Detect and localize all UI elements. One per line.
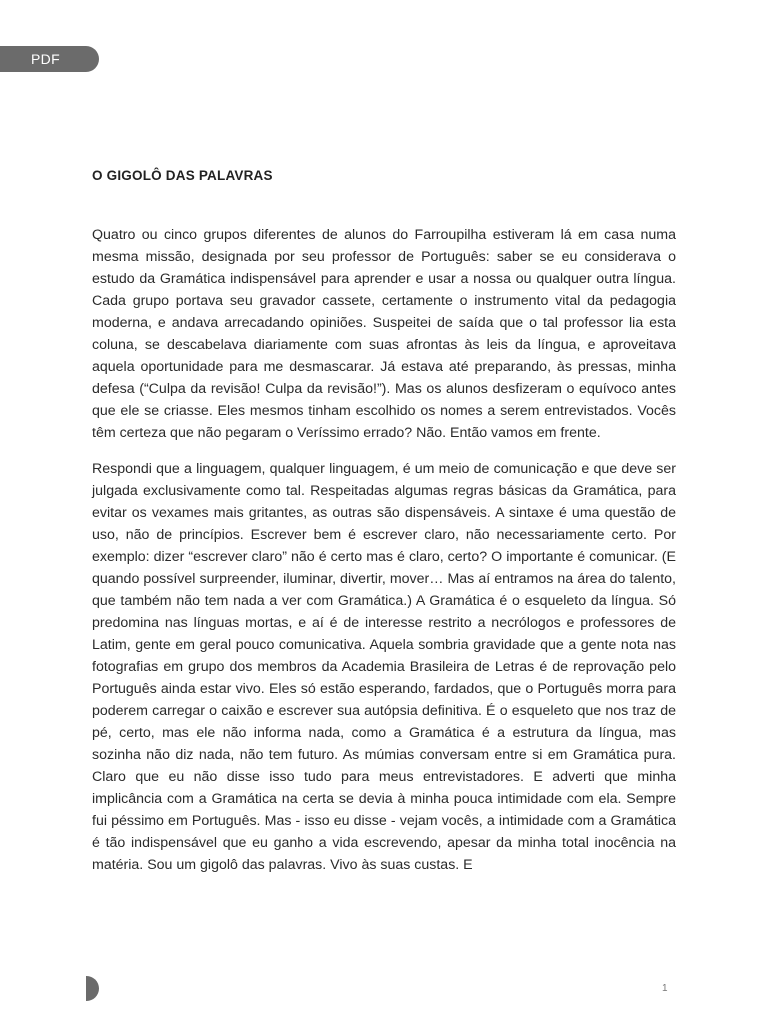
page-marker-tab xyxy=(86,976,99,1001)
paragraph-1: Quatro ou cinco grupos diferentes de alunos do Farroupilha estiveram lá em casa numa mesma missão, designada por seu professor de Português: saber se eu considerava o estudo da Gramática indispensável para aprender e usar a nossa ou qualquer outra língua. Cada grupo portava seu gravador cassete, certamente o instrumento vital da pedagogia moderna, e andava arrecadando opiniões. Suspeitei de saída que o tal professor lia esta coluna, se descabelava diariamente com suas afrontas às leis da língua, e aproveitava aquela oportunidade para me desmascarar. Já estava até preparando, às pressas, minha defesa (“Culpa da revisão! Culpa da revisão!”). Mas os alunos desfizeram o equívoco antes que ele se criasse. Eles mesmos tinham escolhido os nomes a serem entrevistados. Vocês têm certeza que não pegaram o Veríssimo errado? Não. Então vamos em frente. xyxy=(92,227,676,441)
paragraph-2: Respondi que a linguagem, qualquer linguagem, é um meio de comunicação e que deve ser julgada exclusivamente como tal. Respeitadas algumas regras básicas da Gramática, para evitar os vexames mais gritantes, as outras são dispensáveis. A sintaxe é uma questão de uso, não de princípios. Escrever bem é escrever claro, não necessariamente certo. Por exemplo: dizer “escrever claro” não é certo mas é claro, certo? O importante é comunicar. (E quando possível surpreender, iluminar, divertir, mover… Mas aí entramos na área do talento, que também não tem nada a ver com Gramática.) A Gramática é o esqueleto da língua. Só predomina nas línguas mortas, e aí é de interesse restrito a necrólogos e professores de Latim, gente em geral pouco comunicativa. Aquela sombria gravidade que a gente nota nas fotografias em grupo dos membros da Academia Brasileira de Letras é de reprovação pelo Português ainda estar vivo. Eles só estão esperando, fardados, que o Português morra para poderem carregar o caixão e escrever sua autópsia definitiva. É o esqueleto que nos traz de pé, certo, mas ele não informa nada, como a Gramática é a estrutura da língua, mas sozinha não diz nada, não tem futuro. As múmias conversam entre si em Gramática pura. Claro que eu não disse isso tudo para meus entrevistadores. E adverti que minha implicância com a Gramática na certa se devia à minha pouca intimidade com ela. Sempre fui péssimo em Português. Mas - isso eu disse - vejam vocês, a intimidade com a Gramática é tão indispensável que eu ganho a vida escrevendo, apesar da minha total inocência na matéria. Sou um gigolô das palavras. Vivo às suas custas. E xyxy=(92,461,676,873)
page-number: 1 xyxy=(662,983,668,994)
article-title: O GIGOLÔ DAS PALAVRAS xyxy=(92,168,273,183)
article-body xyxy=(92,224,676,890)
pdf-label-tab: PDF xyxy=(0,46,99,72)
